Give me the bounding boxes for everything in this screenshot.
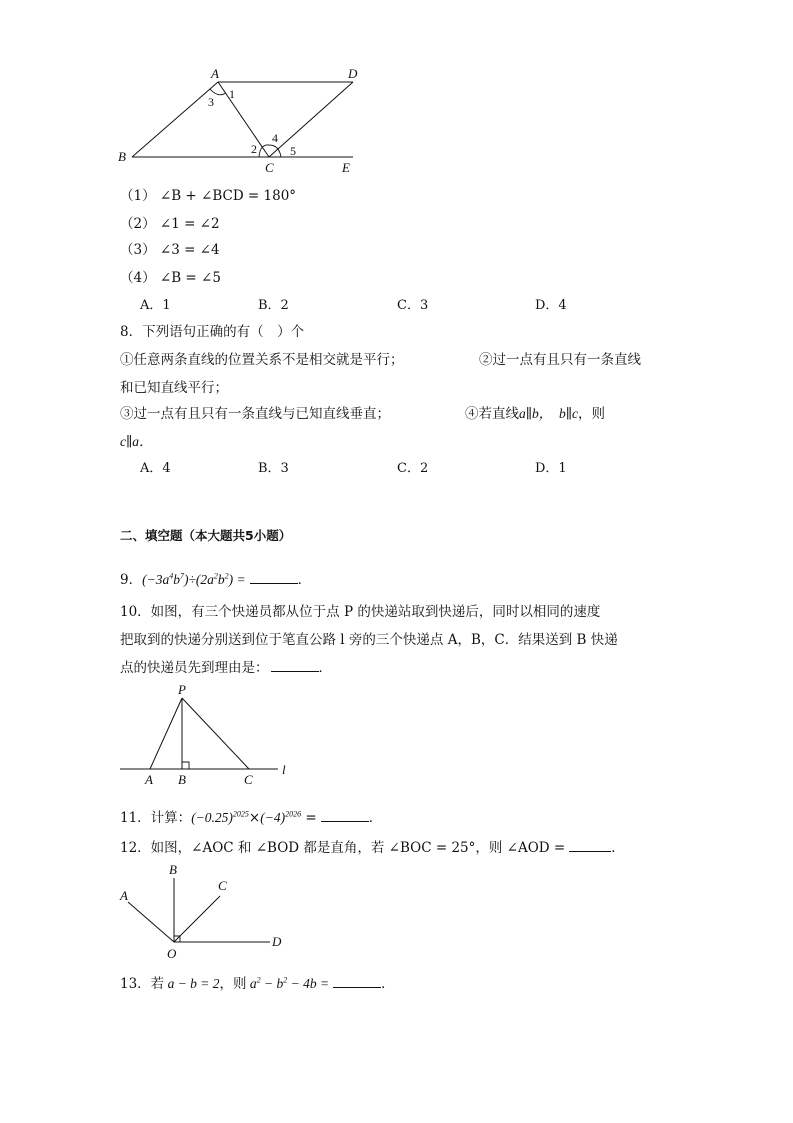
q8-statement-4-then: ，则 bbox=[577, 406, 605, 422]
q8-statement-4-cont: c∥a． bbox=[120, 434, 153, 449]
q8-statement-4-expr: a∥b， b∥c bbox=[519, 406, 578, 421]
q13-answer-blank[interactable] bbox=[333, 975, 381, 988]
label-E: E bbox=[342, 160, 350, 175]
q9-term-2: )÷(2a bbox=[183, 572, 214, 587]
q12-angle-figure bbox=[112, 860, 292, 962]
q13-exp-b: 2 bbox=[283, 975, 288, 985]
label-O: O bbox=[167, 946, 177, 961]
q8-choice-c: C．2 bbox=[397, 461, 429, 476]
q11-base-2: (−4) bbox=[260, 810, 286, 825]
q13-expr-b: − b bbox=[260, 976, 284, 991]
angle-label-1: 1 bbox=[229, 87, 235, 101]
q8-choice-a: A．4 bbox=[140, 461, 171, 476]
q13-expr-c: − 4b = bbox=[287, 976, 330, 991]
label-A: A bbox=[120, 888, 128, 903]
q13-condition: a − b = 2 bbox=[164, 976, 220, 991]
q9-number: 9． bbox=[120, 572, 143, 588]
ray-OA bbox=[128, 902, 174, 942]
q10-period: ． bbox=[318, 660, 332, 676]
q9-term-1: (−3a bbox=[142, 572, 170, 587]
q7-parallelogram-figure bbox=[110, 62, 370, 180]
section-heading-fill-in: 二、填空题（本大题共5小题） bbox=[120, 528, 292, 543]
angle-label-4: 4 bbox=[272, 131, 278, 145]
q10-line-3 bbox=[120, 656, 332, 676]
q9-term-1-exp-b: 7 bbox=[179, 571, 184, 581]
q7-choice-d: D．4 bbox=[535, 298, 567, 313]
q13-prefix: 13．若 bbox=[120, 976, 165, 992]
angle-label-2: 2 bbox=[251, 142, 257, 156]
right-angle-mark-B bbox=[182, 762, 189, 769]
label-B: B bbox=[169, 862, 177, 877]
q13-period: ． bbox=[381, 976, 395, 992]
q8-statement-3: ③过一点有且只有一条直线与已知直线垂直； bbox=[120, 406, 390, 422]
q8-choice-b: B．3 bbox=[258, 461, 289, 476]
q7-statement-4: （4） ∠B = ∠5 bbox=[120, 270, 221, 286]
q8-question: 8．下列语句正确的有（ ）个 bbox=[120, 324, 305, 340]
line-CD bbox=[269, 82, 353, 157]
q12-period: ． bbox=[611, 840, 625, 856]
label-A: A bbox=[211, 66, 219, 81]
q9-question bbox=[120, 568, 311, 588]
q10-line-2: 把取到的快递分别送到位于笔直公路 l 旁的三个快递点 A，B，C．结果送到 B 快递 bbox=[120, 632, 618, 648]
q11-times: × bbox=[248, 810, 261, 826]
q7-choice-c: C．3 bbox=[397, 298, 429, 313]
label-B: B bbox=[118, 149, 126, 164]
ray-OC bbox=[174, 896, 220, 942]
q11-prefix: 11．计算： bbox=[120, 810, 192, 826]
q7-statement-2: （2） ∠1 = ∠2 bbox=[120, 216, 220, 232]
label-C: C bbox=[218, 878, 227, 893]
label-l: l bbox=[282, 762, 286, 777]
q9-term-2-exp-a: 2 bbox=[213, 571, 218, 581]
label-D: D bbox=[272, 934, 282, 949]
label-C: C bbox=[265, 160, 274, 175]
q7-choice-a: A．1 bbox=[140, 298, 171, 313]
q11-exp-1: 2025 bbox=[232, 809, 249, 819]
q11-base-1: (−0.25) bbox=[191, 810, 233, 825]
angle-arc-C bbox=[259, 145, 281, 157]
q13-then: ，则 bbox=[219, 976, 247, 992]
line-AB bbox=[132, 82, 218, 157]
q7-statement-1: （1） ∠B + ∠BCD = 180° bbox=[120, 188, 297, 204]
q8-statement-2-cont: 和已知直线平行； bbox=[120, 380, 228, 396]
label-A: A bbox=[145, 772, 153, 787]
q9-term-2-exp-b: 2 bbox=[224, 571, 229, 581]
q12-answer-blank[interactable] bbox=[569, 839, 611, 852]
q8-statement-2: ②过一点有且只有一条直线 bbox=[479, 352, 641, 368]
q8-statement-1: ①任意两条直线的位置关系不是相交就是平行； bbox=[120, 352, 404, 368]
q10-line-1: 10．如图，有三个快递员都从位于点 P 的快递站取到快递后，同时以相同的速度 bbox=[120, 604, 601, 620]
segment-PC bbox=[182, 698, 249, 769]
q11-exp-2: 2026 bbox=[285, 809, 302, 819]
q7-choice-b: B．2 bbox=[258, 298, 289, 313]
label-B: B bbox=[178, 772, 186, 787]
q8-choice-d: D．1 bbox=[535, 461, 567, 476]
q8-statement-4: ④若直线 bbox=[465, 406, 519, 422]
q7-statement-3: （3） ∠3 = ∠4 bbox=[120, 242, 220, 258]
q9-term-1-b: b bbox=[173, 572, 180, 587]
q11-equals: = bbox=[301, 810, 317, 826]
q10-road-figure bbox=[112, 680, 302, 790]
q13-question bbox=[120, 972, 395, 992]
q9-term-1-exp-a: 4 bbox=[169, 571, 174, 581]
q9-term-2-b: b bbox=[217, 572, 225, 587]
angle-label-3: 3 bbox=[208, 95, 214, 109]
q11-question bbox=[120, 806, 382, 826]
q12-question bbox=[120, 836, 625, 856]
segment-PA bbox=[150, 698, 182, 769]
label-C: C bbox=[244, 772, 253, 787]
q10-answer-blank[interactable] bbox=[271, 659, 319, 672]
q11-answer-blank[interactable] bbox=[321, 809, 369, 822]
q10-reason-prompt: 点的快递员先到理由是： bbox=[120, 660, 269, 676]
q9-answer-blank[interactable] bbox=[250, 571, 298, 584]
q12-text: 12．如图，∠AOC 和 ∠BOD 都是直角，若 ∠BOC = 25°，则 ∠AOD = bbox=[120, 840, 566, 856]
angle-label-5: 5 bbox=[290, 144, 296, 158]
q9-period: ． bbox=[297, 572, 312, 588]
q13-exp-a: 2 bbox=[256, 975, 261, 985]
q11-period: ． bbox=[368, 810, 383, 826]
q9-equals: ) = bbox=[228, 572, 246, 587]
q13-expr-a: a bbox=[246, 976, 257, 991]
label-D: D bbox=[348, 66, 358, 81]
label-P: P bbox=[178, 682, 186, 697]
